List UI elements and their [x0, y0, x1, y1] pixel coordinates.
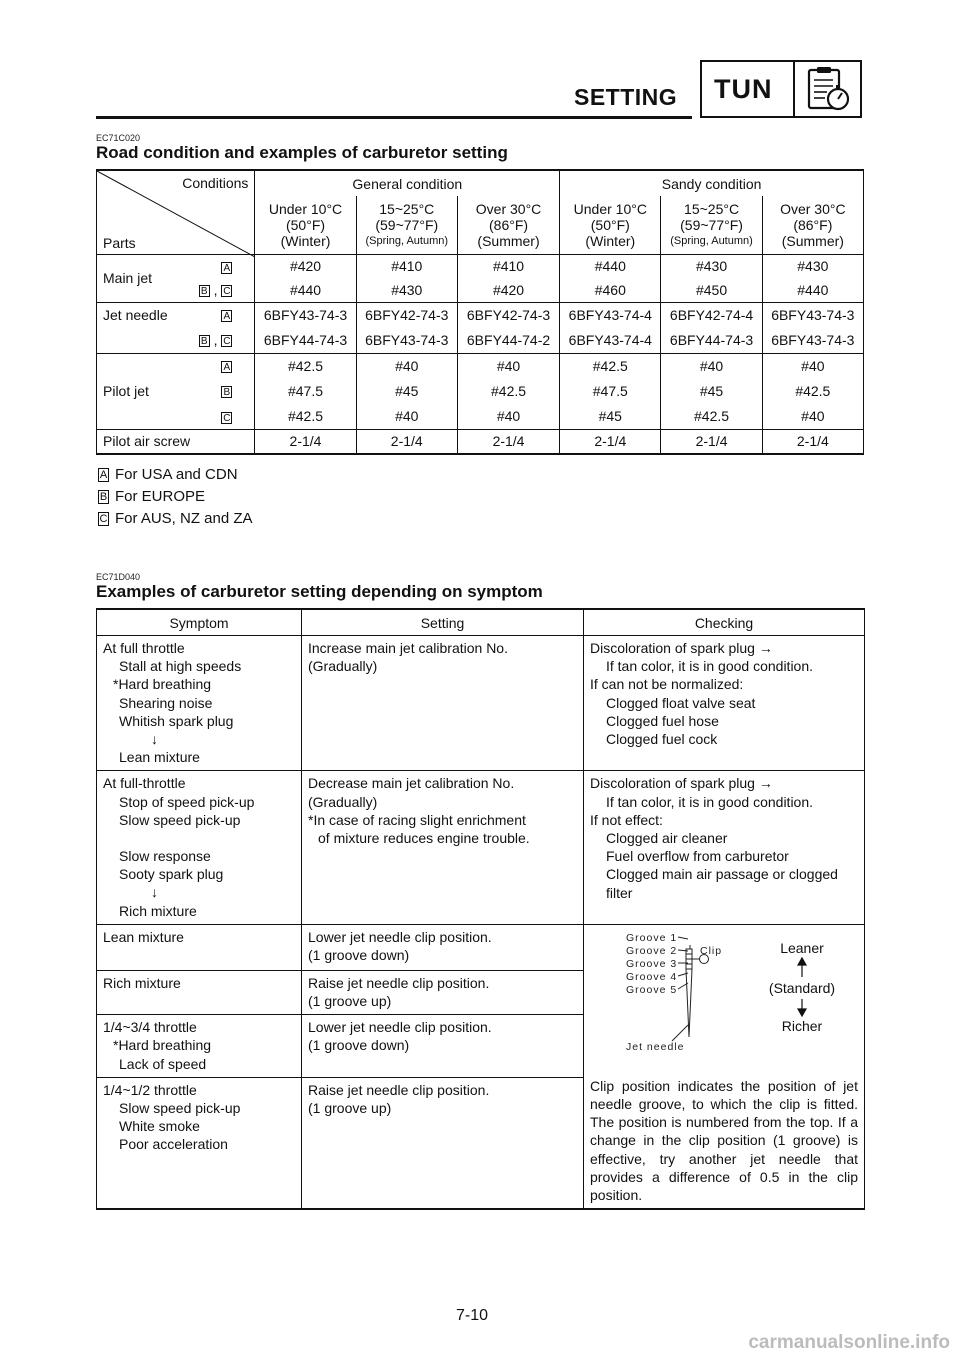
table-cell: #42.5 [661, 404, 762, 429]
carburetor-setting-table [96, 169, 864, 455]
table-cell: #45 [560, 404, 661, 429]
column-header: Checking [584, 609, 865, 636]
table-cell: 2-1/4 [661, 429, 762, 454]
row-label: Jet needle [103, 306, 168, 323]
table-cell: #42.5 [255, 353, 356, 378]
column-header: Over 30°C (86°F) (Summer) [762, 196, 863, 254]
watermark: carmanualsonline.info [748, 1332, 950, 1353]
table-cell: 6BFY43-74-3 [762, 302, 863, 327]
setting-cell: Increase main jet calibration No. (Gradually) [302, 636, 584, 771]
table-cell: 6BFY42-74-3 [356, 302, 457, 327]
table-cell: #420 [255, 254, 356, 278]
marker-a: A [221, 262, 232, 274]
legend-item: A For USA and CDN [99, 466, 238, 483]
table-cell: #40 [457, 404, 559, 429]
row-label: Pilot air screw [103, 433, 191, 450]
table-cell: #440 [560, 254, 661, 278]
table-row [97, 636, 865, 771]
table-cell: 6BFY43-74-3 [356, 327, 457, 353]
row-label: Pilot jet [97, 353, 175, 429]
table-cell: #40 [457, 353, 559, 378]
column-header: Over 30°C (86°F) (Summer) [457, 196, 559, 254]
table-cell: 2-1/4 [762, 429, 863, 454]
section-code: EC71C020 [96, 133, 141, 143]
marker-b: B [199, 285, 210, 297]
setting-cell: Decrease main jet calibration No. (Gradually) *In case of racing slight enrichment of mixture reduces engine trouble. [302, 771, 584, 924]
setting-cell: Raise jet needle clip position. (1 groove up) [302, 1077, 584, 1209]
marker-a: A [221, 361, 232, 373]
marker-c: C [223, 336, 231, 348]
table-cell: #450 [661, 278, 762, 302]
table-cell: 6BFY43-74-3 [762, 327, 863, 353]
table-cell: 6BFY44-74-3 [255, 327, 356, 353]
groove-label: Groove 3 [626, 957, 678, 970]
corner-conditions-label: Conditions [182, 175, 249, 191]
table-row [97, 404, 864, 429]
column-header: 15~25°C (59~77°F) (Spring, Autumn) [661, 196, 762, 254]
leaner-label: Leaner [780, 939, 824, 956]
marker-c: C [223, 412, 231, 424]
table-cell: 6BFY42-74-4 [661, 302, 762, 327]
setting-cell: Lower jet needle clip position. (1 groove down) [302, 1015, 584, 1078]
symptom-setting-table [96, 608, 865, 1210]
corner-header-cell [97, 170, 255, 254]
table-cell: #47.5 [255, 378, 356, 404]
table-cell: #440 [255, 278, 356, 302]
table-row [97, 429, 864, 454]
table-cell: #40 [762, 404, 863, 429]
marker-b: B [221, 386, 232, 398]
table-cell: 2-1/4 [457, 429, 559, 454]
table-cell: 2-1/4 [255, 429, 356, 454]
table-cell: 2-1/4 [356, 429, 457, 454]
table-cell: #430 [661, 254, 762, 278]
page-section-title: SETTING [574, 84, 678, 110]
jet-needle-label: Jet needle [626, 1040, 685, 1053]
row-label: Main jet [97, 254, 175, 302]
header-rule [96, 116, 692, 119]
column-header: 15~25°C (59~77°F) (Spring, Autumn) [356, 196, 457, 254]
table-cell: #42.5 [560, 353, 661, 378]
table-cell: #45 [661, 378, 762, 404]
table-cell: #410 [457, 254, 559, 278]
corner-parts-label: Parts [103, 235, 136, 251]
setting-cell: Raise jet needle clip position. (1 groove up) [302, 970, 584, 1014]
table-cell: #430 [356, 278, 457, 302]
table-row [97, 924, 865, 970]
groove-label: Groove 5 [626, 983, 678, 996]
table-row [97, 302, 864, 327]
table-cell: #420 [457, 278, 559, 302]
section-heading: Road condition and examples of carburetor setting [96, 143, 508, 162]
column-header: Under 10°C (50°F) (Winter) [255, 196, 356, 254]
setting-cell: Lower jet needle clip position. (1 groove down) [302, 924, 584, 970]
marker-a: A [221, 310, 232, 322]
table-cell: 6BFY44-74-3 [661, 327, 762, 353]
table-cell: #42.5 [762, 378, 863, 404]
table-row [97, 353, 864, 378]
clipboard-stopwatch-icon [803, 64, 855, 114]
table-cell: #47.5 [560, 378, 661, 404]
richer-label: Richer [781, 1017, 823, 1034]
section-code: EC71D040 [96, 572, 141, 582]
table-cell: 6BFY43-74-4 [560, 302, 661, 327]
jet-needle-clip-diagram [590, 925, 860, 1075]
groove-label: Groove 4 [626, 970, 678, 983]
symptom-cell: At full throttle Stall at high speeds *Hard breathing Shearing noise Whitish spark plug ↓ Lean mixture [97, 636, 302, 771]
table-cell: #40 [661, 353, 762, 378]
clip-note: Clip position indicates the position of jet needle groove, to which the clip is fitted. The position is numbered from the top. If a change in the clip position (1 groove) is effective, try another jet needle that provides a difference of 0.5 in the clip position. [590, 1077, 858, 1204]
table-row [97, 254, 864, 278]
symptom-cell: 1/4~1/2 throttle Slow speed pick-up White smoke Poor acceleration [103, 1081, 241, 1153]
table-cell: 6BFY42-74-3 [457, 302, 559, 327]
table-row: B , C #440 #430 #420 #460 #450 #440 [97, 278, 864, 302]
table-cell: #40 [762, 353, 863, 378]
table-cell: #40 [356, 404, 457, 429]
badge-divider [793, 62, 795, 116]
column-header: Under 10°C (50°F) (Winter) [560, 196, 661, 254]
legend-item: C For AUS, NZ and ZA [99, 510, 253, 527]
table-cell: 2-1/4 [560, 429, 661, 454]
symptom-cell: Lean mixture [97, 924, 302, 970]
table-cell: 6BFY44-74-2 [457, 327, 559, 353]
section-badge-label: TUN [714, 74, 773, 104]
table-cell: #440 [762, 278, 863, 302]
symptom-cell: Rich mixture [97, 970, 302, 1014]
marker-b: B [199, 335, 210, 347]
table-cell: 6BFY43-74-3 [255, 302, 356, 327]
group-header: General condition [255, 170, 560, 196]
marker-c: C [223, 286, 231, 298]
legend [98, 464, 253, 530]
standard-label: (Standard) [768, 979, 836, 996]
symptom-cell: 1/4~3/4 throttle *Hard breathing Lack of speed [97, 1015, 302, 1078]
table-row [97, 378, 864, 404]
column-header: Setting [302, 609, 584, 636]
table-cell: #40 [356, 353, 457, 378]
section-heading: Examples of carburetor setting depending on symptom [96, 582, 543, 601]
groove-label: Groove 1 [626, 931, 678, 944]
checking-cell: Discoloration of spark plug → If tan color, it is in good condition. If can not be normalized: Clogged float valve seat Clogged fuel hose Clogged fuel cock [584, 636, 865, 771]
table-cell: #42.5 [255, 404, 356, 429]
page-number: 7-10 [456, 1307, 489, 1324]
group-header: Sandy condition [560, 170, 864, 196]
table-cell: #460 [560, 278, 661, 302]
table-cell: #42.5 [457, 378, 559, 404]
table-cell: #430 [762, 254, 863, 278]
table-row: B , C 6BFY44-74-3 6BFY43-74-3 6BFY44-74-2 6BFY43-74-4 6BFY44-74-3 6BFY43-74-3 [97, 327, 864, 353]
checking-cell: Discoloration of spark plug → If tan color, it is in good condition. If not effect: Clogged air cleaner Fuel overflow from carburetor Clogged main air passage or clogged filter [584, 771, 865, 924]
groove-label: Groove 2 [626, 944, 678, 957]
table-cell: 6BFY43-74-4 [560, 327, 661, 353]
legend-item: B For EUROPE [99, 488, 206, 505]
table-cell: #410 [356, 254, 457, 278]
table-cell: #45 [356, 378, 457, 404]
column-header: Symptom [97, 609, 302, 636]
table-row [97, 771, 865, 924]
clip-label: Clip [700, 944, 723, 957]
checking-cell-clip [584, 924, 865, 1209]
symptom-cell: At full-throttle Stop of speed pick-up Slow speed pick-up Slow response Sooty spark plug ↓ Rich mixture [97, 771, 302, 924]
